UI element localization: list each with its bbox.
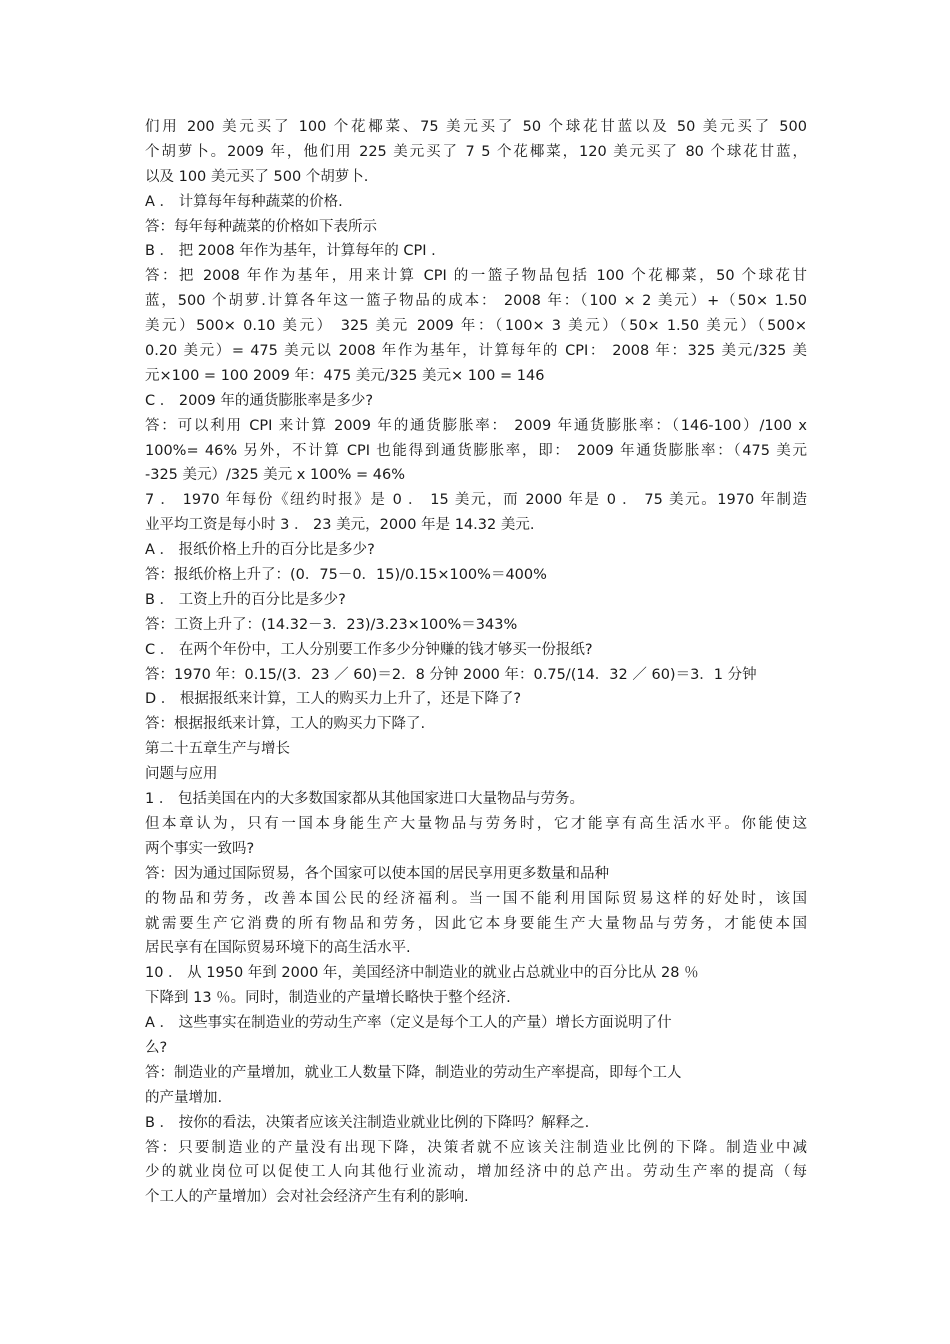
text-line: 答：制造业的产量增加，就业工人数量下降，制造业的劳动生产率提高，即每个工人 bbox=[145, 1064, 682, 1081]
text-line: 答：每年每种蔬菜的价格如下表所示 bbox=[145, 218, 377, 235]
text-line: D ． 根据报纸来计算，工人的购买力上升了，还是下降了? bbox=[145, 691, 522, 708]
text-line: 答：工资上升了：(14.32－3．23)/3.23×100%＝343% bbox=[145, 616, 518, 633]
text-line: 问题与应用 bbox=[145, 766, 218, 783]
text-line: B ． 工资上升的百分比是多少? bbox=[145, 591, 346, 608]
document-page bbox=[145, 115, 807, 1210]
text-line: B ． 把 2008 年作为基年，计算每年的 CPI . bbox=[145, 243, 436, 260]
text-line: A ． 这些事实在制造业的劳动生产率（定义是每个工人的产量）增长方面说明了什 bbox=[145, 1015, 672, 1032]
text-line: B ． 按你的看法，决策者应该关注制造业就业比例的下降吗？解释之. bbox=[145, 1114, 590, 1131]
text-line: 答：把 2008 年作为基年，用来计算 CPI 的一篮子物品包括 100 个花椰菜，50 个球花甘 bbox=[145, 268, 807, 285]
text-line: 答：根据报纸来计算，工人的购买力下降了. bbox=[145, 716, 426, 733]
text-line: 的物品和劳务，改善本国公民的经济福利。当一国不能利用国际贸易这样的好处时，该国 bbox=[145, 890, 807, 907]
text-line: 美元）500× 0.10 美元） 325 美元 2009 年：（100× 3 美元）（50× 1.50 美元）（500× bbox=[145, 318, 807, 335]
text-line: 1 ． 包括美国在内的大多数国家都从其他国家进口大量物品与劳务。 bbox=[145, 791, 584, 808]
text-line: 100%= 46% 另外，不计算 CPI 也能得到通货膨胀率，即： 2009 年通货膨胀率：（475 美元 bbox=[145, 442, 807, 459]
text-line: 元×100 = 100 2009 年：475 美元/325 美元× 100 = 146 bbox=[145, 367, 545, 384]
text-line: 么? bbox=[145, 1039, 168, 1056]
text-line: 少的就业岗位可以促使工人向其他行业流动，增加经济中的总产出。劳动生产率的提高（每 bbox=[145, 1164, 807, 1181]
text-line: A ． 报纸价格上升的百分比是多少? bbox=[145, 542, 375, 559]
text-line: A ． 计算每年每种蔬菜的价格. bbox=[145, 193, 343, 210]
text-line: 们用 200 美元买了 100 个花椰菜、75 美元买了 50 个球花甘蓝以及 50 美元买了 500 bbox=[145, 119, 807, 135]
text-line: 业平均工资是每小时 3 ． 23 美元，2000 年是 14.32 美元. bbox=[145, 517, 535, 534]
text-line: 10 ． 从 1950 年到 2000 年，美国经济中制造业的就业占总就业中的百分比从 28 ％ bbox=[145, 965, 699, 982]
text-line: 蓝，500 个胡萝.计算各年这一篮子物品的成本： 2008 年：（100 × 2 美元）+（50× 1.50 bbox=[145, 293, 807, 310]
text-line: 的产量增加. bbox=[145, 1089, 223, 1106]
text-line: 答：可以利用 CPI 来计算 2009 年的通货膨胀率： 2009 年通货膨胀率：（146-100）/100 x bbox=[145, 417, 807, 434]
text-line: C ． 2009 年的通货膨胀率是多少? bbox=[145, 392, 374, 409]
text-line: 答：1970 年：0.15/(3．23 ／ 60)＝2．8 分钟 2000 年：0.75/(14．32 ／ 60)＝3．1 分钟 bbox=[145, 666, 757, 683]
text-line: 答：只要制造业的产量没有出现下降，决策者就不应该关注制造业比例的下降。制造业中减 bbox=[145, 1139, 807, 1156]
text-line: 两个事实一致吗? bbox=[145, 840, 255, 857]
text-line: C ． 在两个年份中，工人分别要工作多少分钟赚的钱才够买一份报纸? bbox=[145, 641, 593, 658]
text-line: -325 美元）/325 美元 x 100% = 46% bbox=[145, 467, 406, 484]
text-line: 但本章认为，只有一国本身能生产大量物品与劳务时，它才能享有高生活水平。你能使这 bbox=[145, 815, 807, 832]
text-line: 居民享有在国际贸易环境下的高生活水平. bbox=[145, 940, 411, 957]
text-line: 0.20 美元）= 475 美元以 2008 年作为基年，计算每年的 CPI： 2008 年：325 美元/325 美 bbox=[145, 343, 807, 360]
text-line: 以及 100 美元买了 500 个胡萝卜. bbox=[145, 168, 369, 185]
text-line: 就需要生产它消费的所有物品和劳务，因此它本身要能生产大量物品与劳务，才能使本国 bbox=[145, 915, 807, 932]
text-line: 下降到 13 ％。同时，制造业的产量增长略快于整个经济. bbox=[145, 990, 511, 1007]
text-line: 答：报纸价格上升了：(0．75－0．15)/0.15×100%＝400% bbox=[145, 567, 547, 584]
text-line: 答：因为通过国际贸易，各个国家可以使本国的居民享用更多数量和品种 bbox=[145, 865, 609, 882]
text-line: 个胡萝卜。2009 年，他们用 225 美元买了 7 5 个花椰菜，120 美元买了 80 个球花甘蓝， bbox=[145, 143, 807, 160]
text-line: 7 ． 1970 年每份《纽约时报》是 0 ． 15 美元，而 2000 年是 0 ． 75 美元。1970 年制造 bbox=[145, 492, 807, 509]
text-line: 第二十五章生产与增长 bbox=[145, 741, 290, 758]
text-line: 个工人的产量增加）会对社会经济产生有利的影响. bbox=[145, 1189, 469, 1206]
